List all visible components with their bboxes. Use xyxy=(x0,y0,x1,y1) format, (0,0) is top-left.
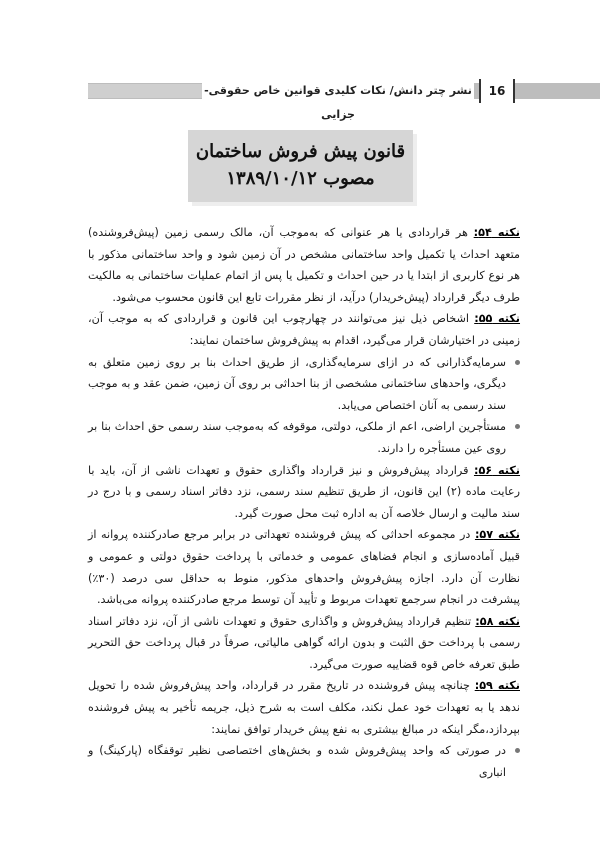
list-item xyxy=(88,740,520,783)
note-58 xyxy=(88,611,520,676)
note-text: تنظیم قرارداد پیش‌فروش و واگذاری حقوق و تعهدات ناشی از آن، نزد دفاتر اسناد رسمی با پرداخت حق الثبت و بدون ارائه گواهی مالیاتی، صرفاً در قبال پرداخت حق التحریر طبق تعرفه خاص قوه قضاییه صورت می‌گیرد. xyxy=(88,614,520,671)
bullet-icon xyxy=(515,424,520,429)
list-item xyxy=(88,352,520,417)
running-title: نشر چتر دانش/ نکات کلیدی قوانین خاص حقوقی-جزایی xyxy=(202,79,474,103)
note-label: نکته ۵۵: xyxy=(474,312,521,326)
note-text: چنانچه پیش فروشنده در تاریخ مقرر در قرارداد، واحد پیش‌فروش شده را تحویل ندهد یا به تعهدات خود عمل نکند، مکلف است به شرح ذیل، جریمه تأخیر به پیش فروشنده بپردازد،مگر اینکه در مبالغ بیشتری به نفع پیش خریدار توافق نمایند: xyxy=(88,679,520,736)
note-label: نکته ۵۷: xyxy=(474,528,521,542)
chapter-title: قانون پیش فروش ساختمان xyxy=(195,141,406,162)
note-label: نکته ۵۴: xyxy=(473,226,520,239)
note-57 xyxy=(88,524,520,610)
note-56 xyxy=(88,460,520,525)
document-body xyxy=(88,222,520,783)
note-text: هر قراردادی یا هر عنوانی که به‌موجب آن، مالک رسمی زمین (پیش‌فروشنده) متعهد احداث یا تکمیل واحد ساختمانی مشخص در آن زمین شود و واحد ساختمانی مذکور با هر نوع کاربری از ابتدا یا در حین احداث و تکمیل یا پس از اتمام عملیات ساختمانی به مالکیت طرف دیگر قرارداد (پیش‌خریدار) درآید، از نظر مقررات تابع این قانون محسوب می‌شود. xyxy=(88,226,520,304)
list-item-text: مستأجرین اراضی، اعم از ملکی، دولتی، موقوفه که به‌موجب سند رسمی حق احداث بنا بر روی عین مستأجره را دارند. xyxy=(88,420,506,455)
note-label: نکته ۵۹: xyxy=(474,679,520,693)
page-number: 16 xyxy=(479,79,515,103)
bullet-icon xyxy=(515,748,520,753)
chapter-title-box xyxy=(188,130,413,202)
note-label: نکته ۵۶: xyxy=(473,463,521,477)
note-label: نکته ۵۸: xyxy=(475,614,521,628)
note-59 xyxy=(88,675,520,740)
note-55 xyxy=(88,308,520,351)
note-text: در مجموعه احداثی که پیش فروشنده تعهداتی در برابر مرجع صادرکننده پروانه از قبیل آماده‌سازی و انجام فضاهای عمومی و خدماتی با پرداخت حقوق دولتی و عمومی و نظارت آن دارد. اجازه پیش‌فروش واحدهای مذکور، منوط به حداقل سی درصد (۳۰٪) پیشرفت در انجام سرجمع تعهدات مربوط و تأیید آن توسط مرجع صادرکننده پروانه می‌باشد. xyxy=(88,528,520,607)
bullet-icon xyxy=(515,360,520,365)
list-item-text: در صورتی که واحد پیش‌فروش شده و بخش‌های اختصاصی نظیر توقفگاه (پارکینگ) و انباری xyxy=(88,744,506,779)
note-text: قرارداد پیش‌فروش و نیز قرارداد واگذاری حقوق و تعهدات ناشی از آن، باید با رعایت ماده (۲) این قانون، از طریق تنظیم سند رسمی، نزد دفاتر اسناد رسمی و با درج در سند مالیت و ارسال خلاصه آن به اداره ثبت محل صورت گیرد. xyxy=(88,463,520,520)
list-item xyxy=(88,416,520,459)
header-band-left xyxy=(88,84,208,98)
note-text: اشخاص ذیل نیز می‌توانند در چهارچوب این قانون و قراردادی که به موجب آن، زمینی در اختیارشان قرار می‌گیرد، اقدام به پیش‌فروش ساختمان نمایند: xyxy=(88,312,520,347)
note-54 xyxy=(88,222,520,308)
chapter-approval-date: مصوب ۱۳۸۹/۱۰/۱۲ xyxy=(226,168,375,189)
list-item-text: سرمایه‌گذارانی که در ازای سرمایه‌گذاری، از طریق احداث بنا بر روی زمین متعلق به دیگری، واحدهای ساختمانی مشخصی از بنا احداثی بر روی آن زمین، ضمن عقد و به موجب سند رسمی به آنان اختصاص می‌یابد. xyxy=(88,355,506,412)
